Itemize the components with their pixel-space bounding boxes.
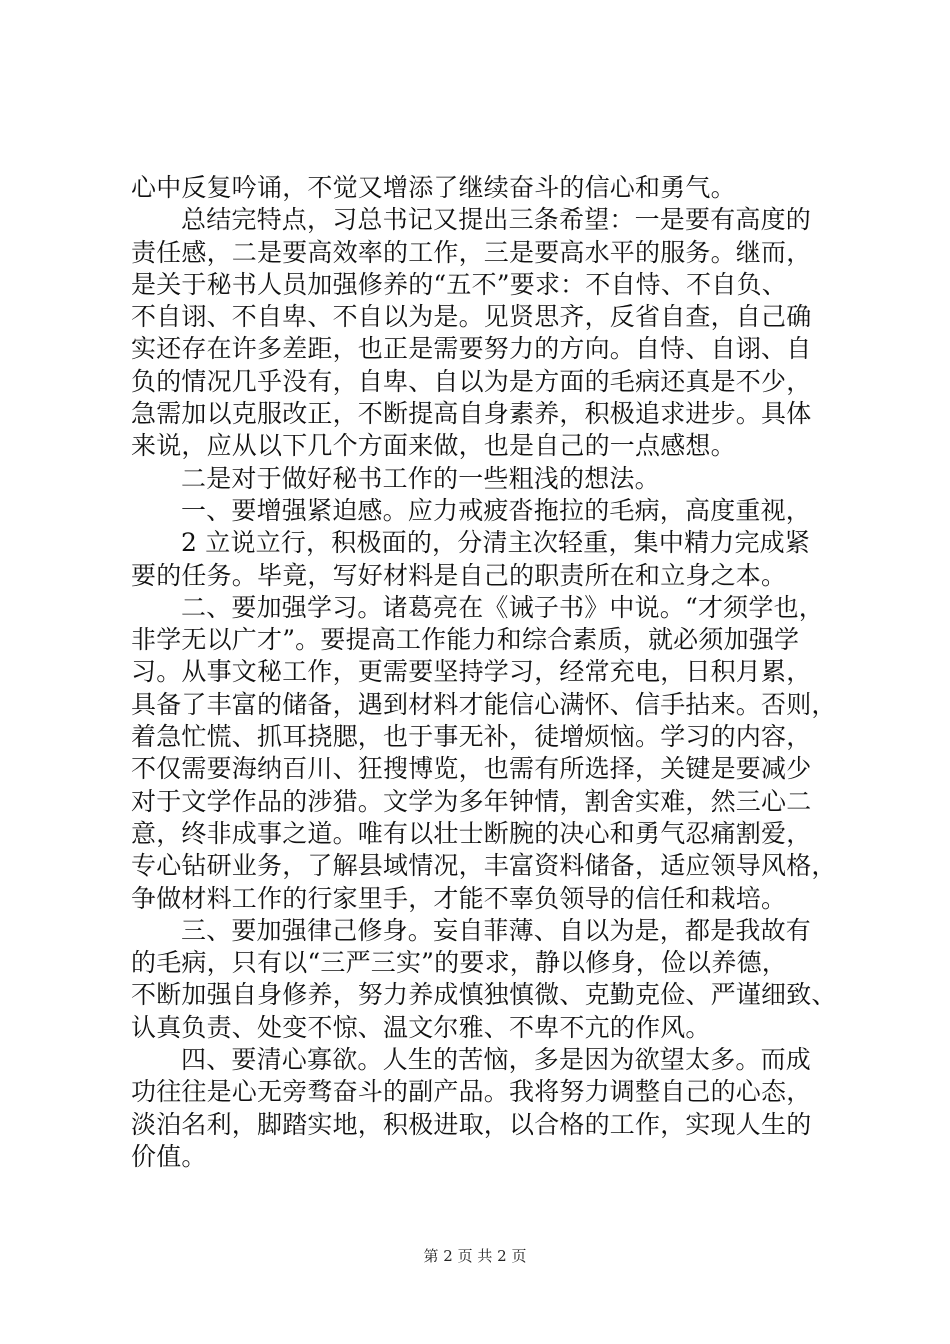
text-line: 心中反复吟诵，不觉又增添了继续奋斗的信心和勇气。 bbox=[131, 173, 736, 202]
text-line: 对于文学作品的涉猎。文学为多年钟情，割舍实难，然三心二 bbox=[131, 786, 812, 816]
text-line: 专心钻研业务，了解县域情况，丰富资料储备，适应领导风格， bbox=[131, 851, 837, 881]
text-line: 二是对于做好秘书工作的一些粗浅的想法。 bbox=[181, 463, 660, 493]
text-line: 总结完特点，习总书记又提出三条希望：一是要有高度的 bbox=[181, 205, 812, 235]
page-footer: 第 2 页 共 2 页 bbox=[423, 1247, 527, 1265]
text-line: 的毛病，只有以“三严三实”的要求，静以修身，俭以养德， bbox=[131, 948, 787, 978]
text-line: 急需加以克服改正，不断提高自身素养，积极追求进步。具体 bbox=[131, 399, 812, 429]
text-line: 一、要增强紧迫感。应力戒疲沓拖拉的毛病，高度重视， bbox=[181, 495, 812, 525]
text-line: 认真负责、处变不惊、温文尔雅、不卑不亢的作风。 bbox=[131, 1012, 711, 1042]
text-line: 功往往是心无旁骛奋斗的副产品。我将努力调整自己的心态， bbox=[131, 1077, 812, 1107]
text-line: 着急忙慌、抓耳挠腮，也于事无补，徒增烦恼。学习的内容， bbox=[131, 722, 812, 752]
text-line: 2 立说立行，积极面的，分清主次轻重，集中精力完成紧 bbox=[181, 528, 811, 558]
text-line: 实还存在许多差距，也正是需要努力的方向。自恃、自诩、自 bbox=[131, 334, 812, 364]
text-line: 四、要清心寡欲。人生的苦恼，多是因为欲望太多。而成 bbox=[181, 1045, 812, 1075]
text-line: 负的情况几乎没有，自卑、自以为是方面的毛病还真是不少， bbox=[131, 366, 812, 396]
text-line: 习。从事文秘工作，更需要坚持学习，经常充电，日积月累， bbox=[131, 657, 812, 687]
text-line: 具备了丰富的储备，遇到材料才能信心满怀、信手拈来。否则， bbox=[131, 689, 837, 719]
text-line: 来说，应从以下几个方面来做，也是自己的一点感想。 bbox=[131, 431, 736, 461]
text-line: 二、要加强学习。诸葛亮在《诫子书》中说。“才须学也， bbox=[181, 592, 824, 622]
text-line: 意，终非成事之道。唯有以壮士断腕的决心和勇气忍痛割爱， bbox=[131, 818, 812, 848]
text-line: 三、要加强律己修身。妄自菲薄、自以为是，都是我故有 bbox=[181, 915, 812, 945]
text-line: 价值。 bbox=[131, 1141, 207, 1171]
document-body bbox=[131, 172, 851, 1173]
text-line: 是关于秘书人员加强修养的“五不”要求：不自恃、不自负、 bbox=[131, 269, 787, 299]
text-line: 不断加强自身修养，努力养成慎独慎微、克勤克俭、严谨细致、 bbox=[131, 980, 837, 1010]
text-line: 淡泊名利，脚踏实地，积极进取，以合格的工作，实现人生的 bbox=[131, 1109, 812, 1139]
text-line: 要的任务。毕竟，写好材料是自己的职责所在和立身之本。 bbox=[131, 560, 787, 590]
text-line: 不仅需要海纳百川、狂搜博览，也需有所选择，关键是要减少 bbox=[131, 754, 812, 784]
text-line: 争做材料工作的行家里手，才能不辜负领导的信任和栽培。 bbox=[131, 883, 787, 913]
text-line: 非学无以广才”。要提高工作能力和综合素质，就必须加强学 bbox=[131, 625, 800, 655]
text-line: 责任感，二是要高效率的工作，三是要高水平的服务。继而， bbox=[131, 237, 812, 267]
text-line: 不自诩、不自卑、不自以为是。见贤思齐，反省自查，自己确 bbox=[131, 302, 812, 332]
